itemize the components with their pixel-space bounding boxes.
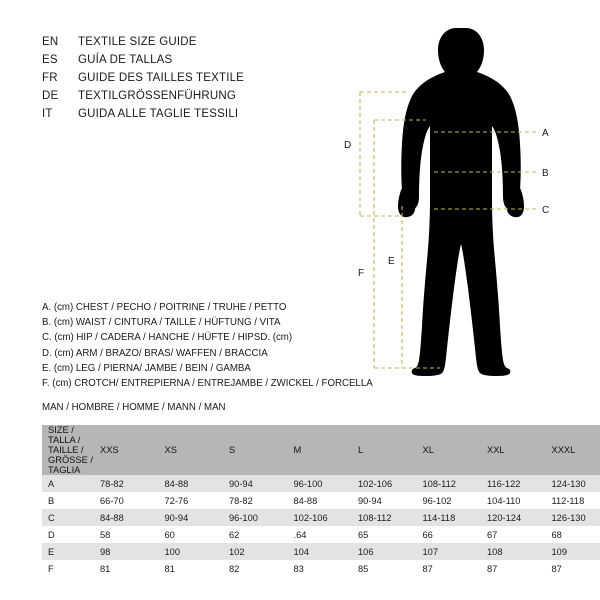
table-header-l: L xyxy=(352,425,417,475)
legend-item-e: E. (cm) LEG / PIERNA/ JAMBE / BEIN / GAMBA xyxy=(42,362,251,374)
cell: 96-100 xyxy=(288,475,353,492)
cell: 90-94 xyxy=(159,509,224,526)
cell: 83 xyxy=(288,560,353,577)
table-header-xs: XS xyxy=(159,425,224,475)
cell: 87 xyxy=(481,560,546,577)
cell: 102-106 xyxy=(352,475,417,492)
cell: 120-124 xyxy=(481,509,546,526)
cell: 84-88 xyxy=(94,509,159,526)
cell: 116-122 xyxy=(481,475,546,492)
silhouette-shape xyxy=(398,28,524,376)
legend-item-b: B. (cm) WAIST / CINTURA / TAILLE / HÜFTUNG / VITA xyxy=(42,317,281,329)
cell: 107 xyxy=(417,543,482,560)
language-row xyxy=(42,36,322,54)
cell: 96-100 xyxy=(223,509,288,526)
table-header-xl: XL xyxy=(417,425,482,475)
legend-item-f: F. (cm) CROTCH/ ENTREPIERNA / ENTREJAMBE / ZWICKEL / FORCELLA xyxy=(42,378,373,390)
language-row xyxy=(42,72,322,90)
measurement-legend xyxy=(42,300,372,415)
cell: 66 xyxy=(417,526,482,543)
row-label: F xyxy=(42,560,94,577)
cell: 96-102 xyxy=(417,492,482,509)
language-row xyxy=(42,90,322,108)
size-table xyxy=(42,425,600,577)
table-header-xxs: XXS xyxy=(94,425,159,475)
cell: 87 xyxy=(417,560,482,577)
cell: 85 xyxy=(352,560,417,577)
language-title: TEXTILGRÖSSENFÜHRUNG xyxy=(78,90,236,102)
table-row xyxy=(42,543,600,560)
language-title: TEXTILE SIZE GUIDE xyxy=(78,36,197,48)
legend-item-a: A. (cm) CHEST / PECHO / POITRINE / TRUHE / PETTO xyxy=(42,302,287,313)
cell: 65 xyxy=(352,526,417,543)
cell: 78-82 xyxy=(223,492,288,509)
cell: 108-112 xyxy=(417,475,482,492)
guide-line-d xyxy=(344,92,406,216)
language-title: GUIDA ALLE TAGLIE TESSILI xyxy=(78,108,239,120)
size-table-container xyxy=(42,425,586,577)
cell: 87 xyxy=(546,560,600,577)
cell: 68 xyxy=(546,526,600,543)
cell: 124-130 xyxy=(546,475,600,492)
cell: 98 xyxy=(94,543,159,560)
legend-item-d: D. (cm) ARM / BRAZO/ BRAS/ WAFFEN / BRACCIA xyxy=(42,347,268,359)
cell: 67 xyxy=(481,526,546,543)
row-label: B xyxy=(42,492,94,509)
row-label: E xyxy=(42,543,94,560)
cell: 102 xyxy=(223,543,288,560)
language-code: FR xyxy=(42,72,58,84)
cell: 82 xyxy=(223,560,288,577)
cell: 126-130 xyxy=(546,509,600,526)
figure-label-a: A xyxy=(542,128,549,139)
language-title-block xyxy=(42,36,322,126)
row-label: A xyxy=(42,475,94,492)
cell: 104-110 xyxy=(481,492,546,509)
language-code: IT xyxy=(42,108,53,120)
figure-label-c: C xyxy=(542,205,550,216)
figure-label-b: B xyxy=(542,168,549,179)
cell: 84-88 xyxy=(159,475,224,492)
table-header-row xyxy=(42,425,600,475)
language-row xyxy=(42,108,322,126)
gender-label: MAN / HOMBRE / HOMME / MANN / MAN xyxy=(42,402,226,414)
cell: 108-112 xyxy=(352,509,417,526)
table-header-size: SIZE / TALLA / TAILLE / GRÖSSE / TAGLIA xyxy=(42,425,94,475)
cell: .64 xyxy=(288,526,353,543)
table-header-m: M xyxy=(288,425,353,475)
figure-label-d: D xyxy=(344,140,352,151)
cell: 58 xyxy=(94,526,159,543)
cell: 72-76 xyxy=(159,492,224,509)
cell: 62 xyxy=(223,526,288,543)
cell: 90-94 xyxy=(223,475,288,492)
table-row xyxy=(42,560,600,577)
body-figure-illustration xyxy=(330,20,590,390)
cell: 81 xyxy=(94,560,159,577)
cell: 106 xyxy=(352,543,417,560)
cell: 90-94 xyxy=(352,492,417,509)
table-row xyxy=(42,509,600,526)
table-header-xxl: XXL xyxy=(481,425,546,475)
cell: 109 xyxy=(546,543,600,560)
cell: 81 xyxy=(159,560,224,577)
language-code: DE xyxy=(42,90,59,102)
row-label: C xyxy=(42,509,94,526)
figure-label-e: E xyxy=(388,256,395,267)
table-row xyxy=(42,526,600,543)
table-row xyxy=(42,492,600,509)
cell: 108 xyxy=(481,543,546,560)
cell: 114-118 xyxy=(417,509,482,526)
table-header-xxxl: XXXL xyxy=(546,425,600,475)
cell: 84-88 xyxy=(288,492,353,509)
cell: 78-82 xyxy=(94,475,159,492)
cell: 112-118 xyxy=(546,492,600,509)
legend-item-c: C. (cm) HIP / CADERA / HANCHE / HÜFTE / HIPSD. (cm) xyxy=(42,332,293,344)
language-row xyxy=(42,54,322,72)
cell: 104 xyxy=(288,543,353,560)
language-code: ES xyxy=(42,54,58,66)
cell: 100 xyxy=(159,543,224,560)
cell: 66-70 xyxy=(94,492,159,509)
row-label: D xyxy=(42,526,94,543)
cell: 102-106 xyxy=(288,509,353,526)
legend-spacer xyxy=(42,391,372,400)
table-row xyxy=(42,475,600,492)
figure-label-f: F xyxy=(358,268,365,279)
language-code: EN xyxy=(42,36,59,48)
language-title: GUÍA DE TALLAS xyxy=(78,54,173,66)
table-header-s: S xyxy=(223,425,288,475)
language-title: GUIDE DES TAILLES TEXTILE xyxy=(78,72,245,84)
cell: 60 xyxy=(159,526,224,543)
